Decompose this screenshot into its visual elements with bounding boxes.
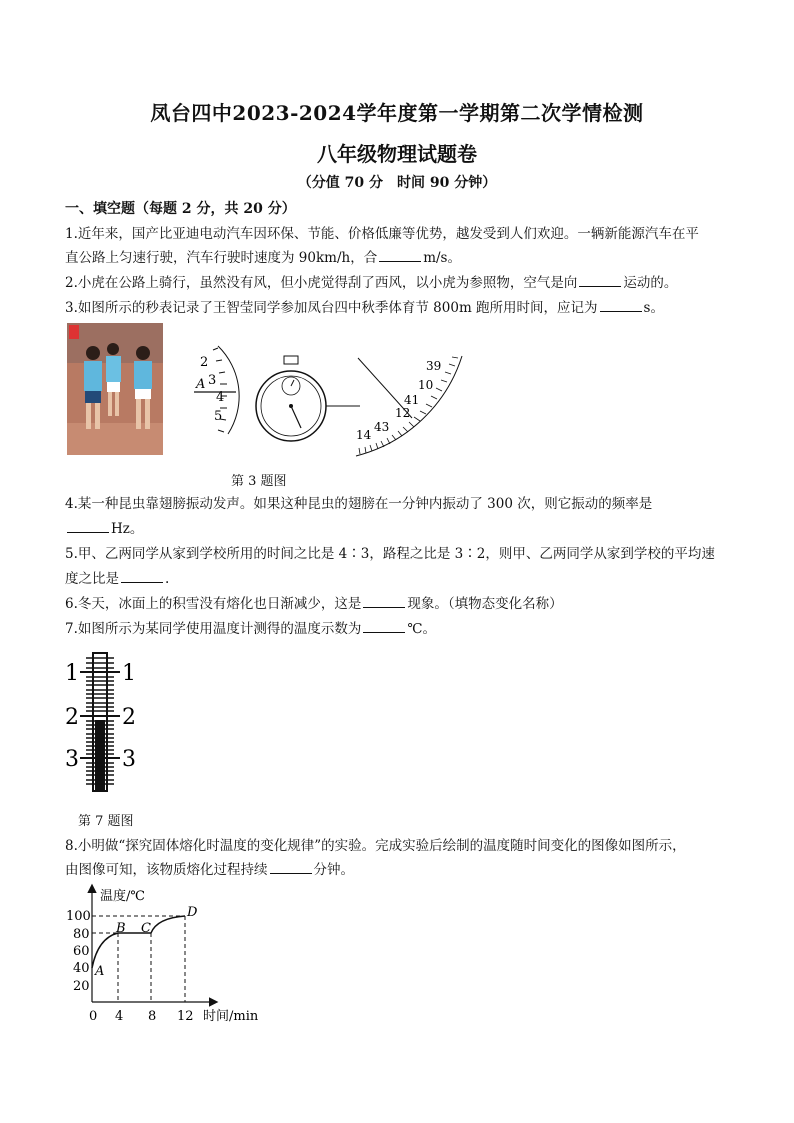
- question-1-unit: m/s。: [423, 250, 461, 266]
- question-5-line1: 5.甲、乙两同学从家到学校所用的时间之比是 4∶3，路程之比是 3∶2，则甲、乙两同学从家到学校的平均速: [65, 546, 715, 562]
- question-2-tail: 运动的。: [623, 275, 678, 291]
- graph-xtick-0: 0: [89, 1009, 98, 1024]
- point-A: A: [95, 964, 105, 979]
- question-7: [65, 617, 730, 641]
- graph-xlabel: 时间/min: [203, 1009, 259, 1024]
- melting-graph: [60, 880, 280, 1028]
- answer-blank: [363, 593, 405, 608]
- question-3-unit: s。: [643, 300, 664, 316]
- thermometer-diagram: [62, 650, 142, 795]
- figure-3-caption: 第 3 题图: [231, 474, 287, 489]
- question-7-text: 7.如图所示为某同学使用温度计测得的温度示数为: [65, 621, 362, 637]
- question-6-tail: 现象。（填物态变化名称）: [407, 596, 563, 612]
- question-6: [65, 592, 730, 616]
- graph-xtick-4: 4: [115, 1009, 124, 1024]
- stopwatch-inner-label-3: 3: [208, 373, 217, 388]
- thermometer-left-label-2: 2: [65, 705, 79, 730]
- question-2: [65, 271, 730, 295]
- exam-info: （分值 70 分 时间 90 分钟）: [297, 175, 497, 191]
- graph-ytick-100: 100: [66, 909, 91, 924]
- question-6-text: 6.冬天，冰面上的积雪没有熔化也日渐减少，这是: [65, 596, 362, 612]
- stopwatch-outer-label-41: 41: [404, 393, 420, 407]
- question-8-line2: [65, 858, 730, 882]
- question-5-text: 度之比是: [65, 571, 119, 587]
- question-7-unit: ℃。: [407, 621, 436, 637]
- stopwatch-inner-label-5: 5: [214, 409, 223, 424]
- question-3: [65, 296, 730, 320]
- answer-blank: [67, 518, 109, 533]
- pointer-label-A: A: [196, 377, 206, 392]
- question-4-line2: [65, 517, 730, 541]
- question-1-line2: [65, 246, 730, 270]
- question-4-line1: 4.某一种昆虫靠翅膀振动发声。如果这种昆虫的翅膀在一分钟内振动了 300 次，则它振动的频率是: [65, 496, 653, 512]
- question-4-unit: Hz。: [111, 521, 144, 537]
- stopwatch-inner-label-4: 4: [216, 390, 225, 405]
- thermometer-left-label-3: 3: [65, 747, 79, 772]
- point-D: D: [187, 905, 198, 920]
- question-3-text: 3.如图所示的秒表记录了王智莹同学参加凤台四中秋季体育节 800m 跑所用时间，应记为: [65, 300, 598, 316]
- graph-ylabel: 温度/℃: [100, 889, 145, 904]
- section-heading: 一、填空题（每题 2 分，共 20 分）: [65, 201, 296, 217]
- thermometer-right-label-3: 3: [122, 747, 136, 772]
- stopwatch-outer-label-12: 12: [395, 406, 411, 420]
- stopwatch-inner-label-2: 2: [200, 355, 209, 370]
- answer-blank: [600, 297, 642, 312]
- graph-xtick-8: 8: [148, 1009, 157, 1024]
- graph-ytick-80: 80: [73, 927, 90, 942]
- exam-title: 凤台四中2023-2024学年度第一学期第二次学情检测: [150, 101, 644, 125]
- answer-blank: [363, 618, 405, 633]
- point-B: B: [116, 921, 126, 936]
- point-C: C: [141, 921, 151, 936]
- temperature-curve: [92, 916, 185, 968]
- graph-xtick-12: 12: [177, 1009, 194, 1024]
- answer-blank: [579, 272, 621, 287]
- graph-ytick-20: 20: [73, 979, 90, 994]
- exam-subtitle: 八年级物理试题卷: [317, 142, 477, 166]
- question-1-line1: 1.近年来，国产比亚迪电动汽车因环保、节能、价格低廉等优势，越发受到人们欢迎。一辆新能源汽车在平: [65, 226, 699, 242]
- question-8-text: 由图像可知，该物质熔化过程持续: [65, 862, 268, 878]
- answer-blank: [379, 247, 421, 262]
- question-1-text: 直公路上匀速行驶，汽车行驶时速度为 90km/h，合: [65, 250, 378, 266]
- question-5-line2: [65, 567, 730, 591]
- stopwatch-diagram: [180, 336, 470, 464]
- question-8-tail: 分钟。: [313, 862, 354, 878]
- thermometer-right-label-2: 2: [122, 705, 136, 730]
- stopwatch-outer-label-39: 39: [426, 359, 442, 373]
- stopwatch-outer-label-10: 10: [418, 378, 434, 392]
- answer-blank: [121, 568, 163, 583]
- graph-ytick-40: 40: [73, 961, 90, 976]
- answer-blank: [270, 859, 312, 874]
- runners-photo: [67, 323, 163, 455]
- graph-ytick-60: 60: [73, 944, 90, 959]
- figure-7-caption: 第 7 题图: [78, 814, 134, 829]
- question-8-line1: 8.小明做“探究固体熔化时温度的变化规律”的实验。完成实验后绘制的温度随时间变化的图像如图所示，: [65, 838, 686, 854]
- stopwatch-outer-label-43: 43: [374, 420, 390, 434]
- question-2-text: 2.小虎在公路上骑行，虽然没有风，但小虎觉得刮了西风，以小虎为参照物，空气是向: [65, 275, 578, 291]
- thermometer-left-label-1: 1: [65, 661, 79, 686]
- thermometer-right-label-1: 1: [122, 661, 136, 686]
- question-5-tail: .: [165, 571, 170, 587]
- stopwatch-outer-label-14: 14: [356, 428, 372, 442]
